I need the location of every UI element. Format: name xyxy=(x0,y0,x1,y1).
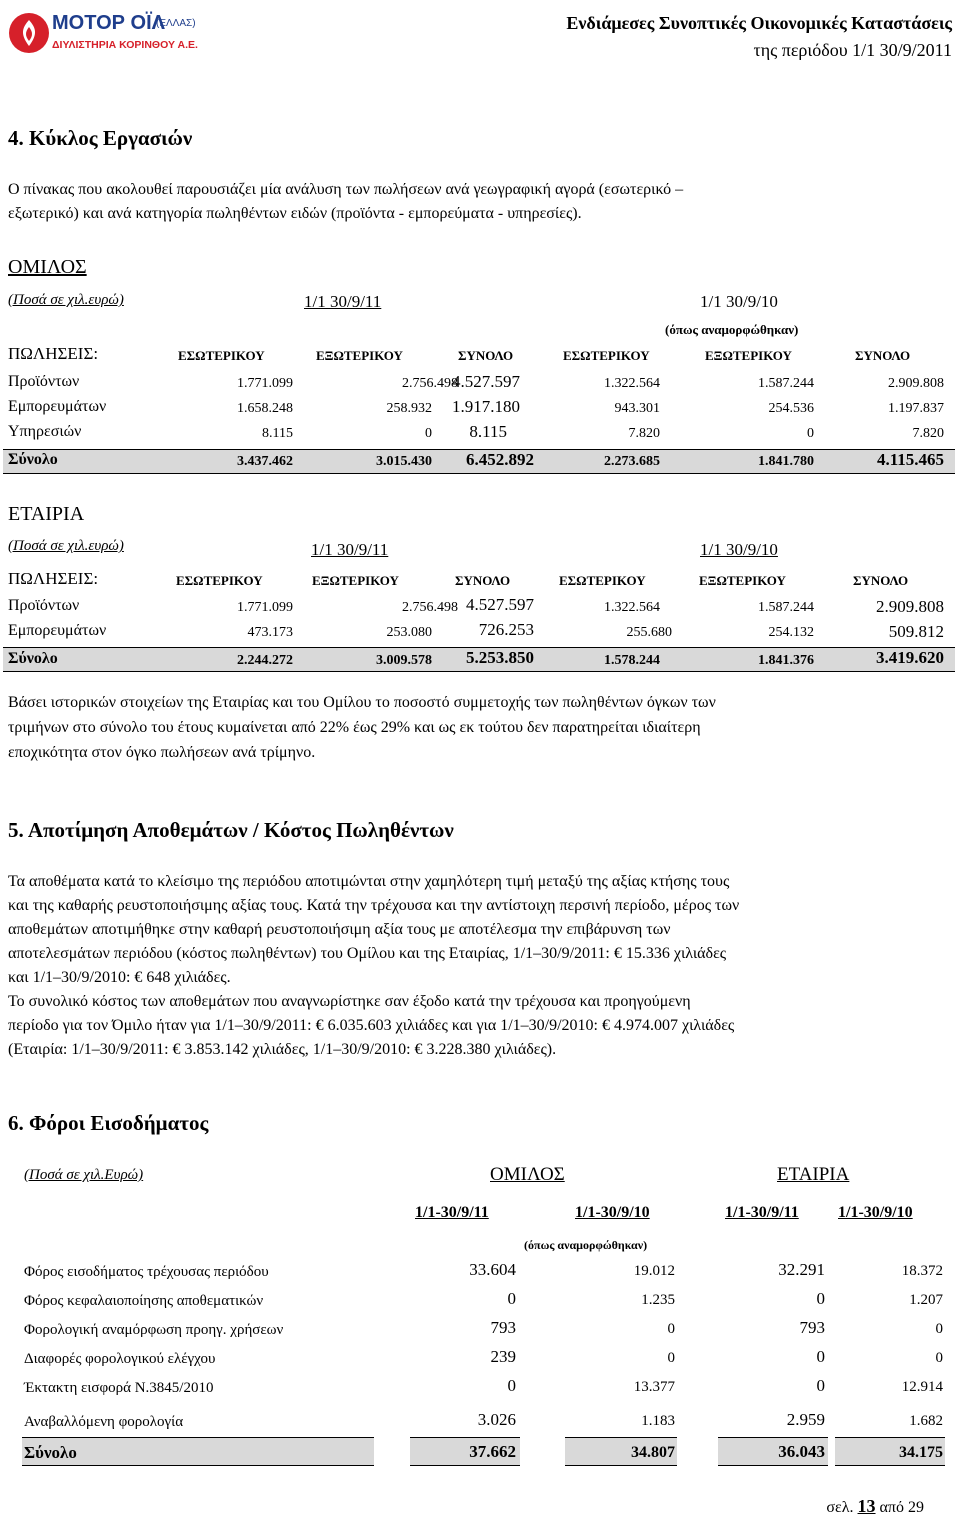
table-cell: 0 xyxy=(507,1376,516,1395)
group-restated-note: (όπως αναμορφώθηκαν) xyxy=(665,322,799,337)
table-cell: 37.662 xyxy=(469,1442,516,1461)
table-row-label: Φορολογική αναμόρφωση προηγ. χρήσεων xyxy=(24,1322,284,1338)
table-cell: 7.820 xyxy=(628,426,660,441)
document-title: Ενδιάμεσες Συνοπτικές Οικονομικές Καταστάσεις xyxy=(566,13,952,33)
sec4-para-line-1: Βάσει ιστορικών στοιχείων της Εταιρίας και του Ομίλου το ποσοστό συμμετοχής των πωληθέντων όγκων των xyxy=(8,694,716,711)
table-cell: 2.756.498 xyxy=(402,376,458,391)
table-cell: 1.917.180 xyxy=(452,397,520,416)
table-row-label: Εμπορευμάτων xyxy=(8,398,107,415)
table-cell: 6.452.892 xyxy=(466,450,534,469)
table-cell: 4.527.597 xyxy=(452,372,520,391)
table-cell: 12.914 xyxy=(901,1379,943,1395)
table-cell: 1.587.244 xyxy=(758,600,814,615)
company-logo xyxy=(6,10,196,56)
group-col-dom-2: ΕΣΩΤΕΡΙΚΟΥ xyxy=(563,348,650,363)
tax-group-label: ΟΜΙΛΟΣ xyxy=(490,1164,565,1185)
sec5-line-8: (Εταιρία: 1/1–30/9/2011: € 3.853.142 χιλιάδες, 1/1–30/9/2010: € 3.228.380 χιλιάδες). xyxy=(8,1041,557,1058)
table-cell: 0 xyxy=(816,1289,825,1308)
table-row-label: Έκτακτη εισφορά Ν.3845/2010 xyxy=(24,1380,214,1396)
table-cell: 726.253 xyxy=(478,620,534,639)
table-cell: 33.604 xyxy=(469,1260,516,1279)
table-cell: 3.009.578 xyxy=(376,653,432,668)
page-mid: από xyxy=(879,1499,904,1516)
table-cell: 0 xyxy=(807,426,814,441)
table-cell: 0 xyxy=(935,1350,943,1366)
table-cell: 3.419.620 xyxy=(876,648,944,667)
sec4-para-line-2: τριμήνων στο σύνολο του έτους κυμαίνεται από 22% έως 29% και ως εκ τούτου δεν παρατηρείται ιδιαίτερη xyxy=(8,719,701,736)
table-cell: 2.756.498 xyxy=(402,600,458,615)
table-cell: 793 xyxy=(490,1318,516,1337)
table-cell: 1.771.099 xyxy=(237,600,293,615)
logo-emblem-icon xyxy=(6,10,58,56)
page-prefix: σελ. xyxy=(826,1499,854,1516)
logo-main-text: ΜΟΤΟΡ ΟΪΛ xyxy=(52,12,165,34)
table-cell: 1.841.376 xyxy=(758,653,814,668)
table-cell: 473.173 xyxy=(247,625,293,640)
table-cell: 0 xyxy=(507,1289,516,1308)
group-label: ΟΜΙΛΟΣ xyxy=(8,256,87,278)
group-period-1: 1/1 30/9/11 xyxy=(304,292,382,311)
table-cell: 0 xyxy=(667,1350,675,1366)
company-period-1: 1/1 30/9/11 xyxy=(311,540,389,559)
company-sales-label: ΠΩΛΗΣΕΙΣ: xyxy=(8,569,99,588)
section-4-heading: 4. Κύκλος Εργασιών xyxy=(8,126,193,150)
group-col-tot-2: ΣΥΝΟΛΟ xyxy=(855,348,911,363)
group-sales-label: ΠΩΛΗΣΕΙΣ: xyxy=(8,344,99,363)
section-6-heading: 6. Φόροι Εισοδήματος xyxy=(8,1111,209,1135)
table-cell: 1.587.244 xyxy=(758,376,814,391)
table-cell: 4.527.597 xyxy=(466,595,534,614)
section-5-heading: 5. Αποτίμηση Αποθεμάτων / Κόστος Πωληθέντων xyxy=(8,818,454,842)
company-period-2: 1/1 30/9/10 xyxy=(700,540,778,559)
group-col-exp-2: ΕΞΩΤΕΡΙΚΟΥ xyxy=(705,348,792,363)
table-cell: 1.322.564 xyxy=(604,600,660,615)
sec4-intro-line-1: Ο πίνακας που ακολουθεί παρουσιάζει μία ανάλυση των πωλήσεων ανά γεωγραφική αγορά (εσωτερικό – xyxy=(8,181,684,198)
tax-restated-note: (όπως αναμορφώθηκαν) xyxy=(524,1238,648,1252)
sec5-line-5: και 1/1–30/9/2010: € 648 χιλιάδες. xyxy=(8,969,231,986)
table-cell: 8.115 xyxy=(262,426,293,441)
tax-units: (Ποσά σε χιλ.Ευρώ) xyxy=(24,1167,144,1183)
table-cell: 3.026 xyxy=(477,1410,516,1429)
sec5-line-6: Το συνολικό κόστος των αποθεμάτων που αναγνωρίστηκε σαν έξοδο κατά την τρέχουσα και προηγούμενη xyxy=(8,993,691,1010)
table-cell: 36.043 xyxy=(778,1442,825,1461)
table-cell: 13.377 xyxy=(633,1379,675,1395)
logo-sub-text: ΔΙΥΛΙΣΤΗΡΙΑ ΚΟΡΙΝΘΟΥ Α.Ε. xyxy=(52,39,198,51)
sec5-line-2: και της καθαρής ρευστοποιήσιμης αξίας τους. Κατά την τρέχουσα και την αντίστοιχη περσινή περίοδο, μέρος των xyxy=(8,897,740,914)
tax-col-group-2010: 1/1-30/9/10 xyxy=(575,1204,650,1221)
company-col-dom-2: ΕΣΩΤΕΡΙΚΟΥ xyxy=(559,573,646,588)
tax-col-group-2011: 1/1-30/9/11 xyxy=(415,1204,489,1221)
sec4-para-line-3: εποχικότητα στον όγκο πωλήσεων ανά τρίμηνο. xyxy=(8,744,316,761)
table-cell: 1.841.780 xyxy=(758,454,814,469)
table-cell: 3.015.430 xyxy=(376,454,432,469)
table-cell: 253.080 xyxy=(386,625,432,640)
table-cell: 1.183 xyxy=(641,1413,675,1429)
tax-total-label: Σύνολο xyxy=(24,1443,77,1462)
table-cell: 2.909.808 xyxy=(876,597,944,616)
table-cell: 1.682 xyxy=(909,1413,943,1429)
company-col-exp-2: ΕΞΩΤΕΡΙΚΟΥ xyxy=(699,573,786,588)
company-label: ΕΤΑΙΡΙΑ xyxy=(8,503,85,525)
group-col-tot-1: ΣΥΝΟΛΟ xyxy=(458,348,514,363)
table-cell: 255.680 xyxy=(626,625,672,640)
table-cell: 0 xyxy=(816,1376,825,1395)
table-cell: 5.253.850 xyxy=(466,648,534,667)
tax-company-label: ΕΤΑΙΡΙΑ xyxy=(777,1164,850,1185)
sec5-line-3: αποθεμάτων αποτιμήθηκε στην καθαρή ρευστοποιήσιμη αξία τους με αποτέλεσμα την επιβάρυνση των xyxy=(8,921,671,938)
table-cell: 4.115.465 xyxy=(876,450,944,469)
group-col-dom-1: ΕΣΩΤΕΡΙΚΟΥ xyxy=(178,348,265,363)
table-cell: 1.235 xyxy=(641,1292,675,1308)
table-cell: 0 xyxy=(935,1321,943,1337)
group-total-label: Σύνολο xyxy=(8,451,58,468)
table-cell: 509.812 xyxy=(888,622,944,641)
sec4-intro-line-2: εξωτερικό) και ανά κατηγορία πωληθέντων ειδών (προϊόντα - εμπορεύματα - υπηρεσίες). xyxy=(8,205,582,222)
table-cell: 19.012 xyxy=(633,1263,675,1279)
table-cell: 1.197.837 xyxy=(888,401,944,416)
sec5-line-1: Τα αποθέματα κατά το κλείσιμο της περιόδου αποτιμώνται στην χαμηλότερη τιμή μεταξύ της αξίας κτήσης τους xyxy=(8,873,730,890)
group-col-exp-1: ΕΞΩΤΕΡΙΚΟΥ xyxy=(316,348,403,363)
tax-col-company-2010: 1/1-30/9/10 xyxy=(838,1204,913,1221)
table-row-label: Αναβαλλόμενη φορολογία xyxy=(24,1414,184,1430)
table-row-label: Φόρος εισοδήματος τρέχουσας περιόδου xyxy=(24,1264,269,1280)
group-period-2: 1/1 30/9/10 xyxy=(700,292,778,311)
table-cell: 34.175 xyxy=(899,1444,943,1461)
table-cell: 7.820 xyxy=(912,426,944,441)
table-cell: 254.536 xyxy=(768,401,814,416)
table-row-label: Φόρος κεφαλαιοποίησης αποθεματικών xyxy=(24,1293,264,1309)
table-cell: 258.932 xyxy=(386,401,432,416)
table-cell: 32.291 xyxy=(778,1260,825,1279)
company-total-label: Σύνολο xyxy=(8,650,58,667)
table-row-label: Προϊόντων xyxy=(8,373,80,390)
table-row-label: Εμπορευμάτων xyxy=(8,622,107,639)
table-cell: 3.437.462 xyxy=(237,454,293,469)
table-row-label: Διαφορές φορολογικού ελέγχου xyxy=(24,1351,216,1367)
sec5-line-4: αποτελεσμάτων περιόδου (κόστος πωληθέντων) του Ομίλου και της Εταιρίας, 1/1–30/9/2011: € 15.336 χιλιάδες xyxy=(8,945,727,962)
company-col-tot-2: ΣΥΝΟΛΟ xyxy=(853,573,909,588)
logo-suffix-text: (ΕΛΛΑΣ) xyxy=(156,18,196,29)
table-row-label: Υπηρεσιών xyxy=(8,423,82,440)
document-period: της περιόδου 1/1 30/9/2011 xyxy=(753,40,952,60)
table-cell: 2.959 xyxy=(786,1410,825,1429)
company-col-tot-1: ΣΥΝΟΛΟ xyxy=(455,573,511,588)
table-cell: 1.771.099 xyxy=(237,376,293,391)
table-cell: 793 xyxy=(799,1318,825,1337)
table-cell: 1.322.564 xyxy=(604,376,660,391)
table-row-label: Προϊόντων xyxy=(8,597,80,614)
company-col-exp-1: ΕΞΩΤΕΡΙΚΟΥ xyxy=(312,573,399,588)
table-cell: 1.658.248 xyxy=(237,401,293,416)
table-cell: 2.273.685 xyxy=(604,454,660,469)
page-current: 13 xyxy=(857,1496,876,1516)
sec5-line-7: περίοδο για τον Όμιλο ήταν για 1/1–30/9/2011: € 6.035.603 χιλιάδες και για 1/1–30/9/2010: € 4.974.007 χιλιάδες xyxy=(8,1017,735,1034)
table-cell: 0 xyxy=(667,1321,675,1337)
table-cell: 18.372 xyxy=(901,1263,943,1279)
table-cell: 34.807 xyxy=(631,1444,675,1461)
table-cell: 1.578.244 xyxy=(604,653,660,668)
company-units: (Ποσά σε χιλ.ευρώ) xyxy=(8,538,124,554)
group-units: (Ποσά σε χιλ.ευρώ) xyxy=(8,292,124,308)
page-number xyxy=(826,1496,924,1517)
table-cell: 8.115 xyxy=(469,422,507,441)
company-col-dom-1: ΕΣΩΤΕΡΙΚΟΥ xyxy=(176,573,263,588)
table-cell: 2.909.808 xyxy=(888,376,944,391)
table-cell: 0 xyxy=(816,1347,825,1366)
page-total: 29 xyxy=(908,1499,924,1516)
table-cell: 239 xyxy=(490,1347,516,1366)
table-cell: 1.207 xyxy=(909,1292,943,1308)
tax-col-company-2011: 1/1-30/9/11 xyxy=(725,1204,799,1221)
table-cell: 0 xyxy=(425,426,432,441)
table-cell: 254.132 xyxy=(768,625,814,640)
table-cell: 943.301 xyxy=(614,401,660,416)
table-cell: 2.244.272 xyxy=(237,653,293,668)
